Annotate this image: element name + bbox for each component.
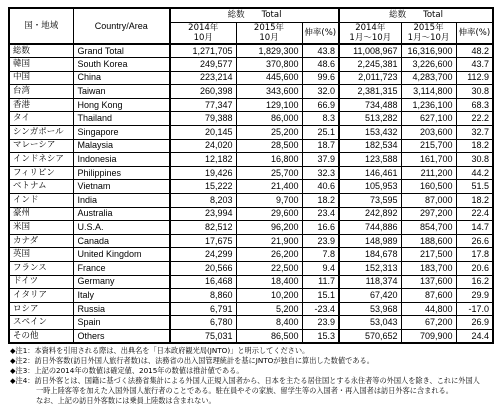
ytd-growth-cell: 22.4 <box>456 207 493 221</box>
oct-growth-cell: 15.3 <box>302 329 339 343</box>
oct-2014-cell: 12,182 <box>170 153 236 167</box>
country-en-cell: Others <box>73 329 170 343</box>
oct-2014-cell: 16,468 <box>170 275 236 289</box>
ytd-2015-cell: 161,700 <box>401 153 456 167</box>
oct-growth-cell: 99.6 <box>302 71 339 85</box>
table-row <box>9 153 493 167</box>
oct-2014-cell: 15,222 <box>170 180 236 194</box>
oct-2014-cell: 17,675 <box>170 234 236 248</box>
oct-2015-cell: 445,600 <box>236 71 302 85</box>
table-row <box>9 194 493 208</box>
oct-2015-cell: 16,800 <box>236 153 302 167</box>
header-ytd-2015: 2015年 1月～10月 <box>401 22 456 44</box>
ytd-2014-cell: 146,461 <box>339 166 401 180</box>
oct-growth-cell: 32.3 <box>302 166 339 180</box>
oct-growth-cell: 23.9 <box>302 316 339 330</box>
visitor-arrivals-table <box>8 7 494 344</box>
table-body <box>9 44 493 343</box>
country-en-cell: China <box>73 71 170 85</box>
country-en-cell: Canada <box>73 234 170 248</box>
ytd-2014-cell: 744,886 <box>339 221 401 235</box>
table-row <box>9 262 493 276</box>
ytd-2014-cell: 513,282 <box>339 112 401 126</box>
ytd-2014-cell: 242,892 <box>339 207 401 221</box>
oct-growth-cell: 25.1 <box>302 126 339 140</box>
ytd-2014-cell: 153,432 <box>339 126 401 140</box>
oct-2014-cell: 260,398 <box>170 85 236 99</box>
header-ytd-2014: 2014年 1月～10月 <box>339 22 401 44</box>
ytd-growth-cell: 18.2 <box>456 194 493 208</box>
ytd-2014-cell: 182,534 <box>339 139 401 153</box>
table-row <box>9 329 493 343</box>
oct-2014-cell: 249,577 <box>170 58 236 72</box>
table-row <box>9 234 493 248</box>
header-total-ytd: 総数 Total <box>339 8 493 22</box>
ytd-2014-cell: 118,374 <box>339 275 401 289</box>
oct-2014-cell: 19,426 <box>170 166 236 180</box>
oct-growth-cell: 48.6 <box>302 58 339 72</box>
oct-growth-cell: 66.9 <box>302 98 339 112</box>
ytd-growth-cell: 22.2 <box>456 112 493 126</box>
ytd-2015-cell: 87,600 <box>401 289 456 303</box>
country-jp-cell: ドイツ <box>9 275 73 289</box>
ytd-growth-cell: 112.9 <box>456 71 493 85</box>
ytd-growth-cell: 14.7 <box>456 221 493 235</box>
country-jp-cell: 香港 <box>9 98 73 112</box>
oct-growth-cell: 18.2 <box>302 194 339 208</box>
country-jp-cell: シンガポール <box>9 126 73 140</box>
country-jp-cell: 英国 <box>9 248 73 262</box>
oct-2015-cell: 22,500 <box>236 262 302 276</box>
country-en-cell: Indonesia <box>73 153 170 167</box>
country-jp-cell: マレーシア <box>9 139 73 153</box>
ytd-2015-cell: 67,200 <box>401 316 456 330</box>
oct-2014-cell: 6,791 <box>170 302 236 316</box>
oct-growth-cell: 23.9 <box>302 234 339 248</box>
ytd-2014-cell: 152,313 <box>339 262 401 276</box>
note-4-continued: 一時上陸客等を加えた入国外国人旅行者のことである。駐在員やその家族、留学生等の入国者・再入国者は訪日外客に含まれる。 <box>36 386 453 395</box>
oct-growth-cell: 7.8 <box>302 248 339 262</box>
oct-2014-cell: 20,566 <box>170 262 236 276</box>
ytd-2015-cell: 188,600 <box>401 234 456 248</box>
country-jp-cell: 台湾 <box>9 85 73 99</box>
note-2: ◆注2：訪日外客数(訪日外国人旅行者数)は、法務省の出入国管理統計を基にJNTOが独自に算出した数値である。 <box>10 356 374 365</box>
oct-2014-cell: 223,214 <box>170 71 236 85</box>
oct-2015-cell: 21,900 <box>236 234 302 248</box>
note-1: ◆注1：本資料を引用される際は、出典名を「日本政府観光局(JNTO)」と明示してください。 <box>10 346 310 355</box>
ytd-growth-cell: 20.6 <box>456 262 493 276</box>
ytd-growth-cell: 43.7 <box>456 58 493 72</box>
table-row <box>9 98 493 112</box>
ytd-2015-cell: 854,700 <box>401 221 456 235</box>
ytd-2015-cell: 217,500 <box>401 248 456 262</box>
oct-2014-cell: 8,203 <box>170 194 236 208</box>
country-en-cell: Singapore <box>73 126 170 140</box>
oct-growth-cell: 32.0 <box>302 85 339 99</box>
country-jp-cell: 総数 <box>9 44 73 58</box>
oct-2015-cell: 21,400 <box>236 180 302 194</box>
oct-2014-cell: 8,860 <box>170 289 236 303</box>
oct-growth-cell: 15.1 <box>302 289 339 303</box>
header-oct-2014: 2014年 10月 <box>170 22 236 44</box>
ytd-2014-cell: 11,008,967 <box>339 44 401 58</box>
ytd-growth-cell: 16.2 <box>456 275 493 289</box>
ytd-growth-cell: 30.8 <box>456 153 493 167</box>
country-en-cell: India <box>73 194 170 208</box>
ytd-2014-cell: 2,245,381 <box>339 58 401 72</box>
ytd-growth-cell: 26.9 <box>456 316 493 330</box>
ytd-2014-cell: 53,043 <box>339 316 401 330</box>
ytd-2014-cell: 53,968 <box>339 302 401 316</box>
oct-2014-cell: 20,145 <box>170 126 236 140</box>
ytd-growth-cell: 48.2 <box>456 44 493 58</box>
note-4: ◆注4：訪日外客とは、国籍に基づく法務省集計による外国人正規入国者から、日本を主たる居住国とする永住者等の外国人を除き、これに外国人 <box>10 376 480 385</box>
ytd-2015-cell: 203,600 <box>401 126 456 140</box>
note-4-addendum: なお、上記の訪日外客数には乗員上陸数は含まれない。 <box>36 396 216 405</box>
country-en-cell: Philippines <box>73 166 170 180</box>
ytd-2015-cell: 160,500 <box>401 180 456 194</box>
ytd-2015-cell: 1,236,100 <box>401 98 456 112</box>
table-row <box>9 139 493 153</box>
header-country-en: Country/Area <box>73 8 170 44</box>
ytd-2015-cell: 44,800 <box>401 302 456 316</box>
country-en-cell: Thailand <box>73 112 170 126</box>
oct-2015-cell: 5,200 <box>236 302 302 316</box>
ytd-2015-cell: 211,200 <box>401 166 456 180</box>
table-row <box>9 126 493 140</box>
header-ytd-growth: 伸率(%) <box>456 22 493 44</box>
ytd-growth-cell: 17.8 <box>456 248 493 262</box>
oct-2015-cell: 370,800 <box>236 58 302 72</box>
ytd-growth-cell: 44.2 <box>456 166 493 180</box>
oct-growth-cell: 9.4 <box>302 262 339 276</box>
table-row <box>9 85 493 99</box>
ytd-2015-cell: 627,100 <box>401 112 456 126</box>
country-jp-cell: インドネシア <box>9 153 73 167</box>
ytd-2014-cell: 734,488 <box>339 98 401 112</box>
oct-growth-cell: 40.6 <box>302 180 339 194</box>
oct-2014-cell: 79,388 <box>170 112 236 126</box>
table-row <box>9 180 493 194</box>
table-row <box>9 221 493 235</box>
notes <box>10 346 498 406</box>
country-en-cell: Taiwan <box>73 85 170 99</box>
oct-2015-cell: 96,200 <box>236 221 302 235</box>
country-jp-cell: インド <box>9 194 73 208</box>
country-jp-cell: カナダ <box>9 234 73 248</box>
ytd-2015-cell: 87,000 <box>401 194 456 208</box>
country-en-cell: Grand Total <box>73 44 170 58</box>
country-en-cell: Russia <box>73 302 170 316</box>
oct-2015-cell: 1,829,300 <box>236 44 302 58</box>
oct-2014-cell: 24,299 <box>170 248 236 262</box>
oct-2014-cell: 75,031 <box>170 329 236 343</box>
table-row <box>9 71 493 85</box>
ytd-growth-cell: -17.0 <box>456 302 493 316</box>
country-jp-cell: 米国 <box>9 221 73 235</box>
oct-2015-cell: 86,000 <box>236 112 302 126</box>
note-3: ◆注3：上記の2014年の数値は確定値、2015年の数値は推計値である。 <box>10 366 244 375</box>
country-jp-cell: ベトナム <box>9 180 73 194</box>
ytd-growth-cell: 29.9 <box>456 289 493 303</box>
country-jp-cell: タイ <box>9 112 73 126</box>
country-jp-cell: 豪州 <box>9 207 73 221</box>
oct-2015-cell: 26,200 <box>236 248 302 262</box>
ytd-growth-cell: 18.2 <box>456 139 493 153</box>
oct-2015-cell: 29,600 <box>236 207 302 221</box>
ytd-2015-cell: 3,226,600 <box>401 58 456 72</box>
table-row <box>9 275 493 289</box>
country-jp-cell: 韓国 <box>9 58 73 72</box>
table-row <box>9 248 493 262</box>
oct-growth-cell: 8.3 <box>302 112 339 126</box>
country-en-cell: Spain <box>73 316 170 330</box>
ytd-growth-cell: 51.5 <box>456 180 493 194</box>
ytd-2014-cell: 123,588 <box>339 153 401 167</box>
oct-2014-cell: 6,780 <box>170 316 236 330</box>
oct-growth-cell: 16.6 <box>302 221 339 235</box>
ytd-2015-cell: 4,283,700 <box>401 71 456 85</box>
country-en-cell: France <box>73 262 170 276</box>
table-row <box>9 166 493 180</box>
ytd-2015-cell: 709,900 <box>401 329 456 343</box>
header-oct-2015: 2015年 10月 <box>236 22 302 44</box>
oct-2015-cell: 9,700 <box>236 194 302 208</box>
ytd-2014-cell: 570,652 <box>339 329 401 343</box>
ytd-growth-cell: 30.8 <box>456 85 493 99</box>
ytd-2014-cell: 184,678 <box>339 248 401 262</box>
grand-total-row <box>9 44 493 58</box>
country-jp-cell: フランス <box>9 262 73 276</box>
oct-2015-cell: 28,500 <box>236 139 302 153</box>
table-row <box>9 207 493 221</box>
oct-growth-cell: 23.4 <box>302 207 339 221</box>
oct-2015-cell: 25,700 <box>236 166 302 180</box>
oct-2014-cell: 23,994 <box>170 207 236 221</box>
ytd-growth-cell: 26.6 <box>456 234 493 248</box>
oct-2014-cell: 82,512 <box>170 221 236 235</box>
country-en-cell: South Korea <box>73 58 170 72</box>
country-jp-cell: 中国 <box>9 71 73 85</box>
ytd-2015-cell: 16,316,900 <box>401 44 456 58</box>
ytd-2014-cell: 2,381,315 <box>339 85 401 99</box>
table-row <box>9 302 493 316</box>
country-jp-cell: フィリピン <box>9 166 73 180</box>
country-en-cell: United Kingdom <box>73 248 170 262</box>
ytd-growth-cell: 24.4 <box>456 329 493 343</box>
country-jp-cell: イタリア <box>9 289 73 303</box>
country-en-cell: Germany <box>73 275 170 289</box>
table-row <box>9 289 493 303</box>
country-en-cell: Australia <box>73 207 170 221</box>
oct-2014-cell: 24,020 <box>170 139 236 153</box>
oct-growth-cell: 18.7 <box>302 139 339 153</box>
country-jp-cell: スペイン <box>9 316 73 330</box>
header-country-jp: 国・地域 <box>9 8 73 44</box>
country-en-cell: Hong Kong <box>73 98 170 112</box>
header-total-october: 総数 Total <box>170 8 339 22</box>
oct-2015-cell: 129,100 <box>236 98 302 112</box>
ytd-2015-cell: 137,600 <box>401 275 456 289</box>
country-en-cell: U.S.A. <box>73 221 170 235</box>
oct-2015-cell: 343,600 <box>236 85 302 99</box>
oct-2014-cell: 1,271,705 <box>170 44 236 58</box>
header-oct-growth: 伸率(%) <box>302 22 339 44</box>
oct-2015-cell: 86,500 <box>236 329 302 343</box>
ytd-growth-cell: 68.3 <box>456 98 493 112</box>
oct-2015-cell: 8,400 <box>236 316 302 330</box>
oct-2015-cell: 18,400 <box>236 275 302 289</box>
ytd-growth-cell: 32.7 <box>456 126 493 140</box>
oct-growth-cell: 37.9 <box>302 153 339 167</box>
ytd-2014-cell: 73,595 <box>339 194 401 208</box>
country-jp-cell: ロシア <box>9 302 73 316</box>
table-row <box>9 112 493 126</box>
header-row-groups <box>9 8 493 22</box>
country-jp-cell: その他 <box>9 329 73 343</box>
oct-growth-cell: 43.8 <box>302 44 339 58</box>
ytd-2014-cell: 105,953 <box>339 180 401 194</box>
table-row <box>9 58 493 72</box>
oct-2014-cell: 77,347 <box>170 98 236 112</box>
ytd-2015-cell: 3,114,800 <box>401 85 456 99</box>
ytd-2015-cell: 183,700 <box>401 262 456 276</box>
country-en-cell: Malaysia <box>73 139 170 153</box>
ytd-2015-cell: 215,700 <box>401 139 456 153</box>
oct-2015-cell: 25,200 <box>236 126 302 140</box>
ytd-2014-cell: 67,420 <box>339 289 401 303</box>
country-en-cell: Vietnam <box>73 180 170 194</box>
ytd-2015-cell: 297,200 <box>401 207 456 221</box>
country-en-cell: Italy <box>73 289 170 303</box>
ytd-2014-cell: 2,011,723 <box>339 71 401 85</box>
ytd-2014-cell: 148,989 <box>339 234 401 248</box>
oct-growth-cell: -23.4 <box>302 302 339 316</box>
table-header <box>9 8 493 44</box>
oct-growth-cell: 11.7 <box>302 275 339 289</box>
table-row <box>9 316 493 330</box>
oct-2015-cell: 10,200 <box>236 289 302 303</box>
